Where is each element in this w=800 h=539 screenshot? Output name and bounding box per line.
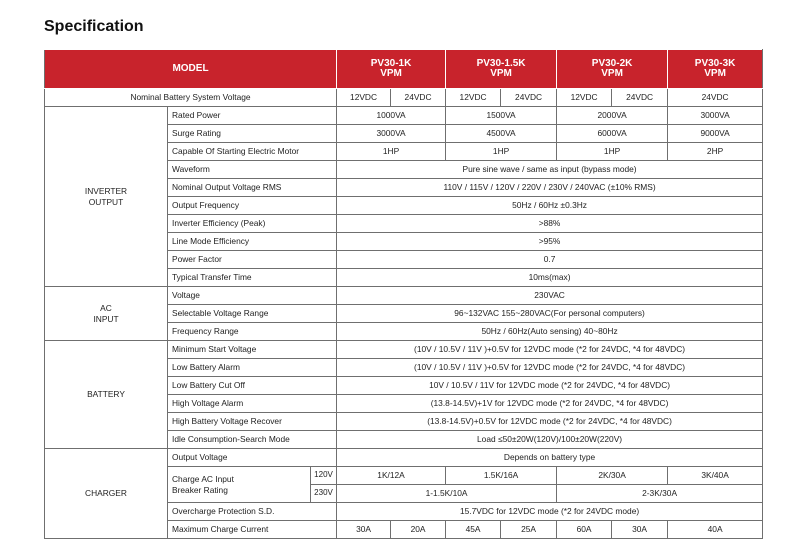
row-label: Maximum Charge Current (168, 521, 337, 539)
table-cell: 25A (501, 521, 557, 539)
table-cell: 15.7VDC for 12VDC mode (*2 for 24VDC mode) (337, 503, 763, 521)
table-cell: 1HP (446, 143, 557, 161)
table-row (45, 341, 763, 359)
row-label: Line Mode Efficiency (168, 233, 337, 251)
table-cell: >88% (337, 215, 763, 233)
model-pv30-1-5k: PV30-1.5K VPM (446, 50, 557, 89)
table-cell: 12VDC (446, 89, 501, 107)
row-label: Output Voltage (168, 449, 337, 467)
table-cell: 3000VA (668, 107, 763, 125)
table-row (45, 107, 763, 125)
table-cell: 6000VA (557, 125, 668, 143)
table-cell: 30A (612, 521, 668, 539)
model-header: MODEL (45, 50, 337, 89)
table-cell: 1HP (557, 143, 668, 161)
table-cell: 1-1.5K/10A (337, 485, 557, 503)
table-cell: 24VDC (501, 89, 557, 107)
group-charger: CHARGER (45, 449, 168, 539)
voltage-230v-label: 230V (311, 485, 337, 503)
table-cell: 2-3K/30A (557, 485, 763, 503)
table-cell: 40A (668, 521, 763, 539)
table-cell: 3000VA (337, 125, 446, 143)
table-cell: 1000VA (337, 107, 446, 125)
table-cell: 24VDC (391, 89, 446, 107)
table-cell: Pure sine wave / same as input (bypass mode) (337, 161, 763, 179)
table-cell: 0.7 (337, 251, 763, 269)
table-cell: >95% (337, 233, 763, 251)
table-cell: 96~132VAC 155~280VAC(For personal computers) (337, 305, 763, 323)
table-cell: 12VDC (337, 89, 391, 107)
row-label: Low Battery Alarm (168, 359, 337, 377)
table-cell: 60A (557, 521, 612, 539)
table-cell: 2HP (668, 143, 763, 161)
table-cell: 50Hz / 60Hz ±0.3Hz (337, 197, 763, 215)
row-label: Waveform (168, 161, 337, 179)
model-pv30-3k: PV30-3K VPM (668, 50, 763, 89)
row-label: Overcharge Protection S.D. (168, 503, 337, 521)
specification-table (44, 49, 763, 539)
table-cell: Load ≤50±20W(120V)/100±20W(220V) (337, 431, 763, 449)
table-cell: 50Hz / 60Hz(Auto sensing) 40~80Hz (337, 323, 763, 341)
row-label: Typical Transfer Time (168, 269, 337, 287)
table-cell: 2000VA (557, 107, 668, 125)
table-cell: 24VDC (612, 89, 668, 107)
table-cell: 20A (391, 521, 446, 539)
group-inverter-output: INVERTER OUTPUT (45, 107, 168, 287)
table-cell: 3K/40A (668, 467, 763, 485)
table-cell: 4500VA (446, 125, 557, 143)
row-label: Nominal Output Voltage RMS (168, 179, 337, 197)
row-label: Inverter Efficiency (Peak) (168, 215, 337, 233)
table-cell: 1HP (337, 143, 446, 161)
table-cell: (10V / 10.5V / 11V )+0.5V for 12VDC mode (*2 for 24VDC, *4 for 48VDC) (337, 359, 763, 377)
table-cell: 9000VA (668, 125, 763, 143)
table-cell: 10ms(max) (337, 269, 763, 287)
table-cell: 10V / 10.5V / 11V for 12VDC mode (*2 for 24VDC, *4 for 48VDC) (337, 377, 763, 395)
row-label: Minimum Start Voltage (168, 341, 337, 359)
table-cell: 110V / 115V / 120V / 220V / 230V / 240VAC (±10% RMS) (337, 179, 763, 197)
row-label: Low Battery Cut Off (168, 377, 337, 395)
table-header-row (45, 50, 763, 89)
voltage-120v-label: 120V (311, 467, 337, 485)
row-label: Frequency Range (168, 323, 337, 341)
row-label: Capable Of Starting Electric Motor (168, 143, 337, 161)
model-pv30-1k: PV30-1K VPM (337, 50, 446, 89)
model-pv30-2k: PV30-2K VPM (557, 50, 668, 89)
table-cell: 30A (337, 521, 391, 539)
table-cell: 1K/12A (337, 467, 446, 485)
table-row (45, 287, 763, 305)
page-title: Specification (44, 18, 144, 35)
table-cell: Depends on battery type (337, 449, 763, 467)
row-label: High Battery Voltage Recover (168, 413, 337, 431)
table-cell: 24VDC (668, 89, 763, 107)
table-cell: 1.5K/16A (446, 467, 557, 485)
row-label: Power Factor (168, 251, 337, 269)
table-row (45, 89, 763, 107)
table-cell: 45A (446, 521, 501, 539)
row-label: Nominal Battery System Voltage (45, 89, 337, 107)
row-label-breaker: Charge AC Input Breaker Rating (168, 467, 311, 503)
table-cell: 230VAC (337, 287, 763, 305)
row-label: Voltage (168, 287, 337, 305)
row-label: Idle Consumption-Search Mode (168, 431, 337, 449)
row-label: Surge Rating (168, 125, 337, 143)
table-cell: (13.8-14.5V)+1V for 12VDC mode (*2 for 24VDC, *4 for 48VDC) (337, 395, 763, 413)
table-cell: 2K/30A (557, 467, 668, 485)
table-cell: (13.8-14.5V)+0.5V for 12VDC mode (*2 for 24VDC, *4 for 48VDC) (337, 413, 763, 431)
table-cell: (10V / 10.5V / 11V )+0.5V for 12VDC mode (*2 for 24VDC, *4 for 48VDC) (337, 341, 763, 359)
row-label: Rated Power (168, 107, 337, 125)
table-cell: 12VDC (557, 89, 612, 107)
row-label: Selectable Voltage Range (168, 305, 337, 323)
row-label: Output Frequency (168, 197, 337, 215)
group-ac-input: AC INPUT (45, 287, 168, 341)
table-row (45, 449, 763, 467)
group-battery: BATTERY (45, 341, 168, 449)
row-label: High Voltage Alarm (168, 395, 337, 413)
table-cell: 1500VA (446, 107, 557, 125)
